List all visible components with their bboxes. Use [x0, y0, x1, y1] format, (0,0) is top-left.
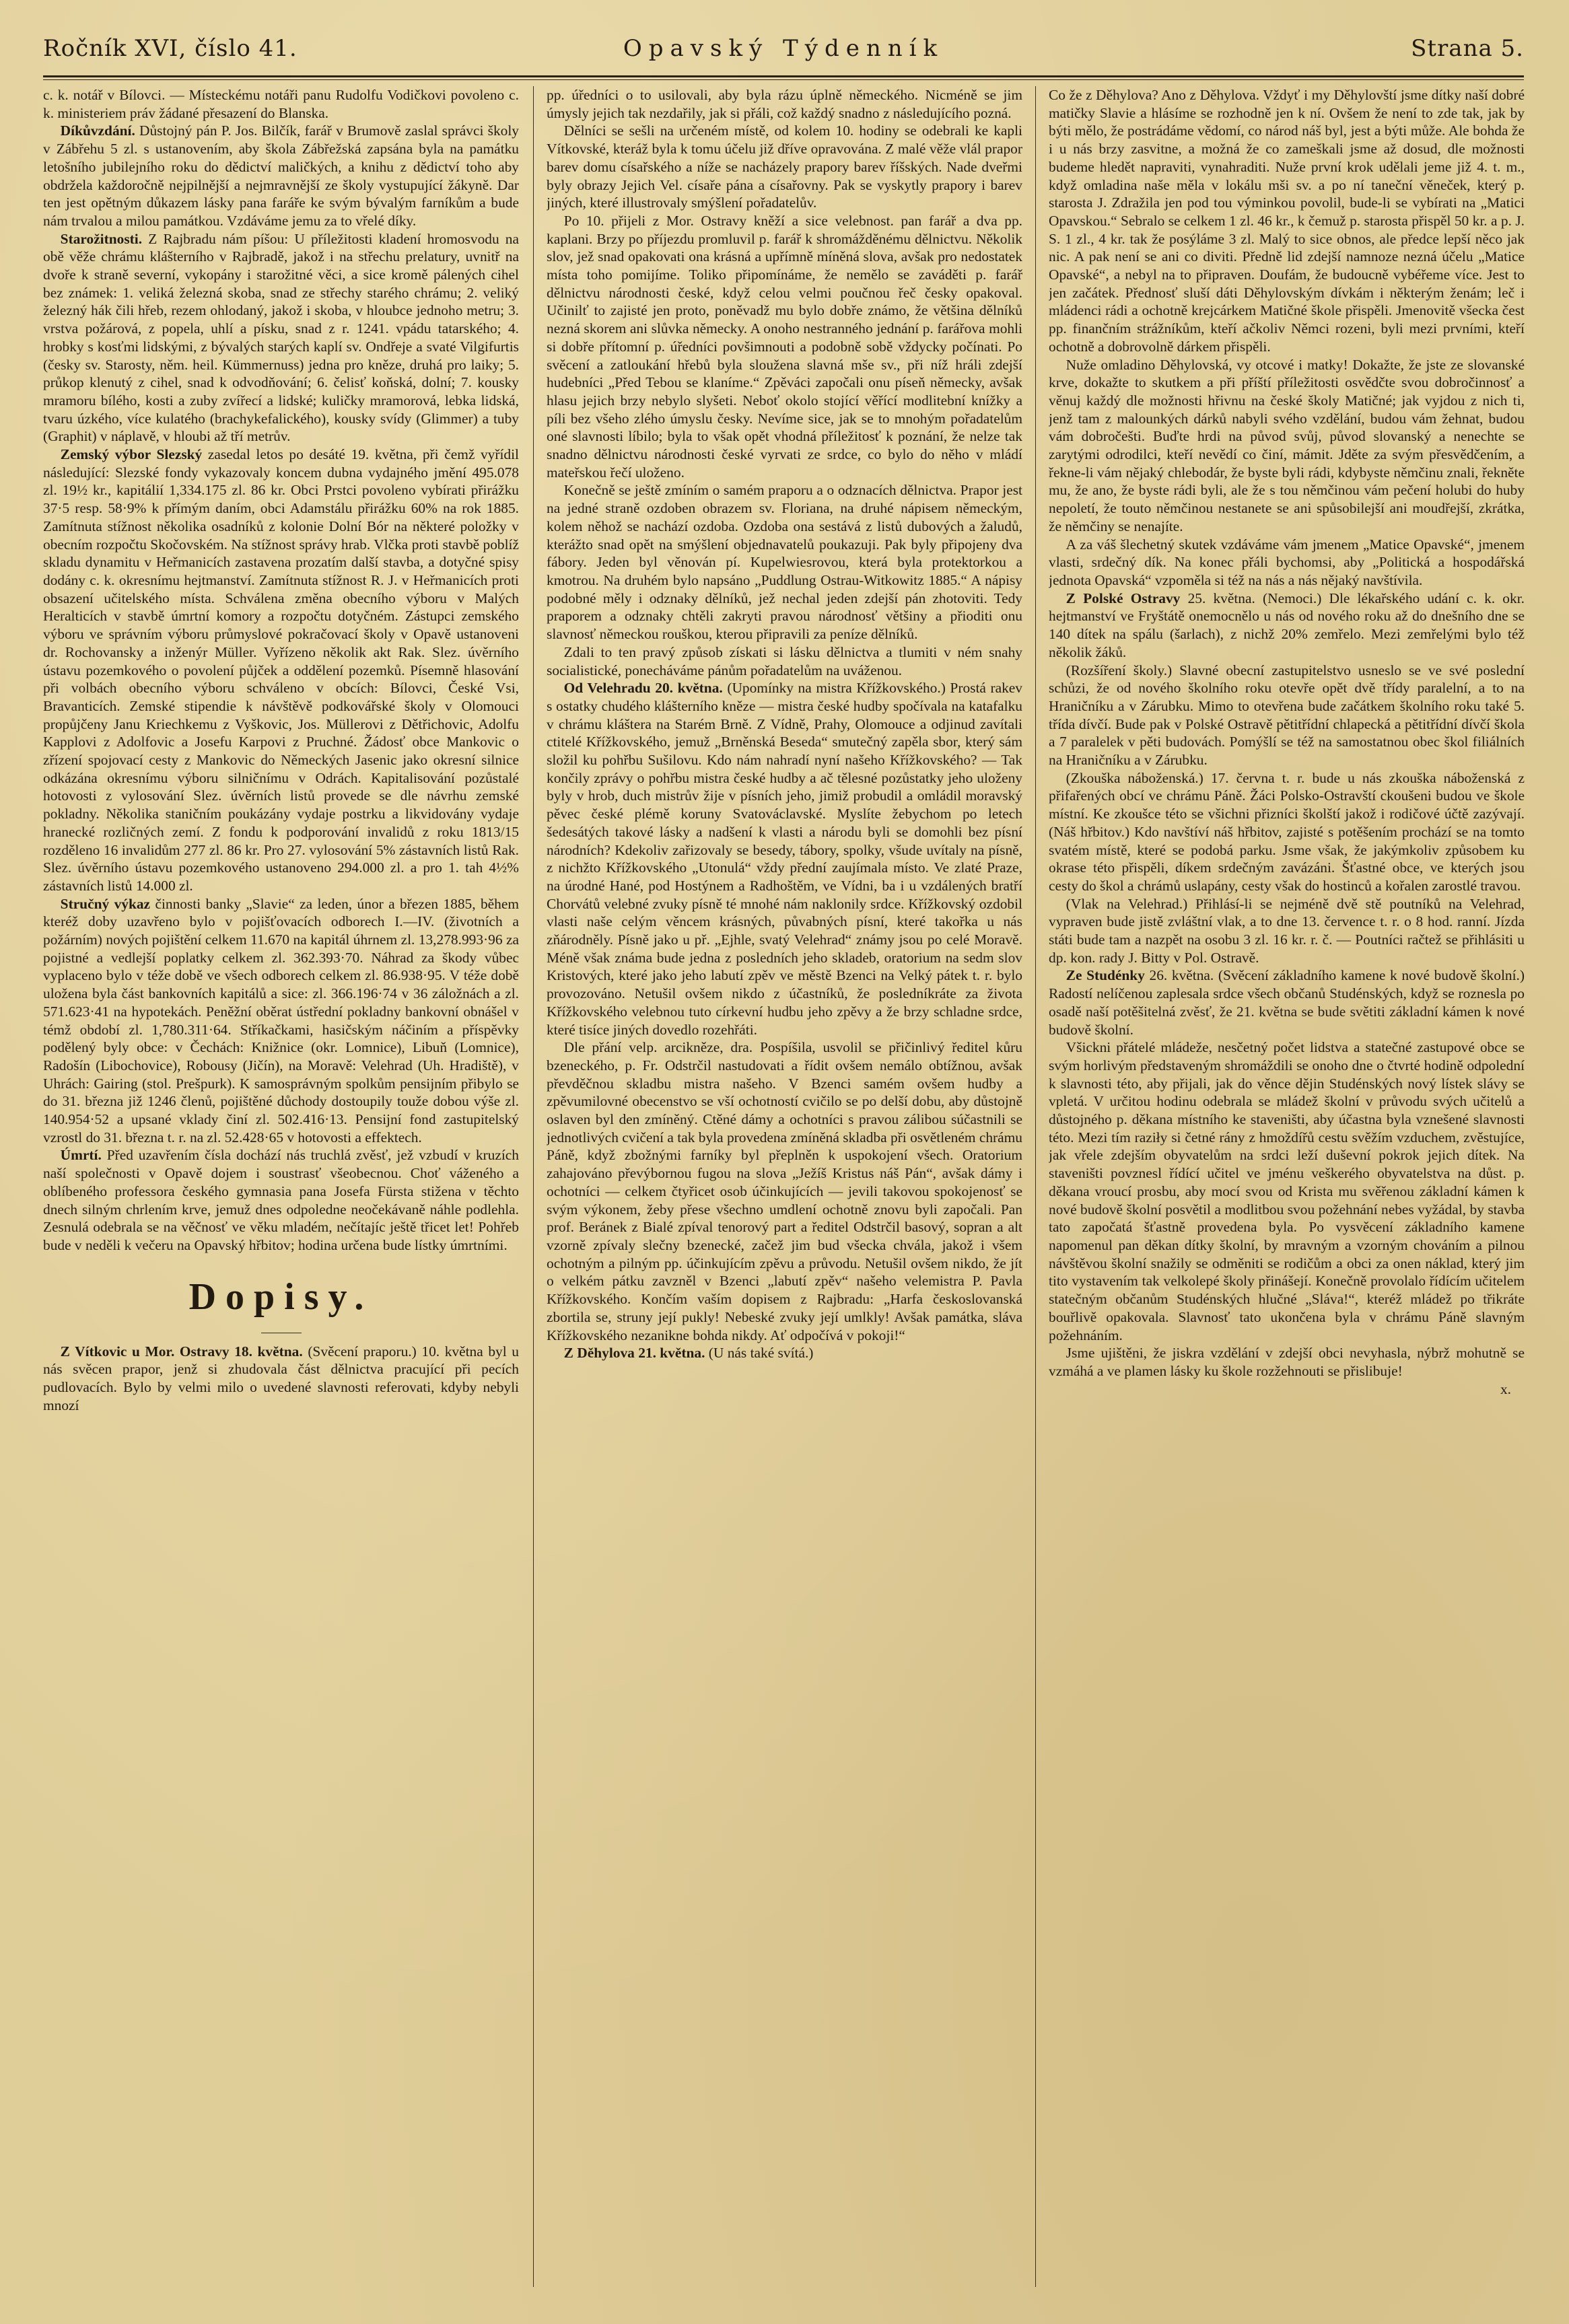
column-divider — [533, 86, 534, 2287]
article-paragraph — [43, 122, 519, 230]
article-paragraph — [1049, 536, 1525, 590]
article-signature: x. — [1500, 1380, 1511, 1397]
article-text: 25. května. (Nemoci.) Dle lékařského udání c. k. okr. hejtmanství ve Fryštátě onemocnělo u nás od nového roku až do dnešního dne se 140 dítek na spálu (šarlach), z nichž 20% zemřelo. Mezi zemřelými bylo též několik žáků. — [1049, 590, 1525, 660]
article-paragraph — [1049, 1038, 1525, 1344]
article-text: Důstojný pán P. Jos. Bilčík, farář v Brumově zaslal správci školy v Zábřehu 5 zl. s ustanovením, aby škola Zábřežská zapsána byla na památku letošního jubilejního roku do dědictví maličkých, a knihu z dědictví toho aby obdržela každoročně nejpilnější a nejmravnější ze školy vystupující žákyně. Dar ten jest opětným důkazem lásky pana faráře ke svým bývalým farníkům a bude nám trvalou a milou památkou. Vzdáváme jemu za to vřelé díky. — [43, 122, 519, 229]
article-paragraph — [547, 643, 1022, 679]
article-paragraph — [547, 1344, 1022, 1362]
article-heading: Ze Studénky — [1066, 967, 1145, 984]
article-text: Před uzavřením čísla dochází nás truchlá zvěsť, jež vzbudí v kruzích naší společnosti v Opavě dojem i soustrasť všeobecnou. Choť váženého a oblíbeného professora českého gymnasia pana Josefa Fürsta stižena v těchto dnech silným chrlením krve, jemuž dnes odpoledne neočekávaně náhle podlehla. Zesnulá odebrala se na věčnosť ve věku mladém, nečítajíc ještě třicet let! Pohřeb bude v neděli k večeru na Opavský hřbitov; hodina určena bude lístky úmrtními. — [43, 1147, 519, 1253]
article-text: Jsme ujištěni, že jiskra vzdělání v zdejší obci nevyhasla, nýbrž mohutně se vzmáhá a ve plamen lásky ku škole rozžehnouti se přislibuje! — [1049, 1345, 1525, 1379]
article-paragraph — [1049, 1344, 1525, 1380]
article-text: (Svěcení praporu.) 10. května byl u nás svěcen prapor, jenž si zhudovala část dělnictva pracující při pecích pudlovacích. Bylo by velmi milo o uvedené slavnosti referovati, kdyby nebyli mnozí — [43, 1343, 519, 1413]
article-paragraph — [547, 86, 1022, 122]
article-text: Všickni přátelé mládeže, nesčetný počet lidstva a statečné zastupové obce se svým horlivým představeným shromáždili se onoho dne o čtvrté hodině odpolední k slavnosti této, aby přijali, jak do věnce dějin Studénských nový lístek slávy se vpletá. V určitou hodinu odebrala se mládež školní v průvodu svých učitelů a důstojného p. děkana místního ke staveništi, aby účastna byla vznešené slavnosti této. Mezi tím raziły si četné rány z hmoždířů cestu svěžím vzduchem, zvěstujíce, jak vřele zdejším obyvatelům na srdci leží duševní pokrok jejich dítek. Na staveništi povznesl řídící učitel ve jménu veškerého obyvatelstva na důst. p. děkana vroucí prosbu, aby mocí svou od Krista mu svěřenou základní kámen k nové budově školní posvětil a modlitbou svou požehnání nebes vyžádal, by stavba tato započatá šťastně provedena byla. Po vysvěcení základního kamene napomenul pan děkan dítky školní, by mravným a vzorným chováním a pilnou návštěvou školní snažily se odměniti se rodičům a obci za onen náklad, který jim tito vystavením tak velkolepé školy přinášejí. Konečně provolalo řídícím učitelem statečným občanům Studénských hlučné „Sláva!“, kteréž mládež po třikráte bouřlivě opakovala. Slavnosť tato ukončena byla v chrámu Páně slavným požehnáním. — [1049, 1039, 1525, 1343]
article-paragraph — [43, 1343, 519, 1415]
article-paragraph — [43, 230, 519, 446]
article-paragraph — [1049, 662, 1525, 769]
article-text: A za váš šlechetný skutek vzdáváme vám jmenem „Matice Opavské“, jmenem vlasti, srdečný dík. Na konec přáli bychomsi, aby „Politická a hospodářská jednota Opavská“ vzpoměla si též na nás a nás nějaký navštívila. — [1049, 536, 1525, 588]
article-text: (Vlak na Velehrad.) Přihlásí-li se nejméně dvě stě poutníků na Velehrad, vypraven bude jistě zvláštní vlak, a to dne 13. července t. r. o 8 hod. ranní. Jízda státi bude tam a nazpět na osobu 3 zl. 16 kr. r. č. — Poutníci račtež se přihlásiti u dp. kon. rady J. Bitty v Pol. Ostravě. — [1049, 895, 1525, 966]
article-paragraph — [1049, 769, 1525, 895]
page-header — [43, 35, 1524, 75]
article-heading: Díkůvzdání. — [60, 122, 135, 139]
issue-label: Ročník XVI, číslo 41. — [43, 35, 298, 62]
article-paragraph — [1049, 966, 1525, 1038]
article-heading: Z Děhylova 21. května. — [563, 1345, 705, 1362]
article-text: (U nás také svítá.) — [708, 1345, 814, 1362]
article-text: Z Rajbradu nám píšou: U příležitosti kladení hromosvodu na obě věže chrámu klášterního v Rajbradě, jakož i na střechu prelatury, uvnitř na dvoře k straně severní, vykopány i starožitné věci, a sice kromě pálených cihel bez známek: 1. veliká železná skoba, snad ze střechy starého chrámu; 2. veliký železný hák čili hřeb, rezem ohlodaný, jakož i skoba, v hloubce jednoho metru; 3. vrstva požárová, z popela, uhlí a písku, snad z r. 1241. vpádu tatarského; 4. hrobky s kosťmi lidskými, z bývalých starých kaplí sv. Ondřeje a svaté Vilgifurtis (česky sv. Starosty, něm. heil. Kümmernuss) jedna pro kněze, druhá pro laiky; 5. průkop klenutý z cihel, snad k odvodňování; 6. čelisť koňská, dolní; 7. kousky mramoru bílého, kosti a zuby zvířecí a lidské; kuličky mramorová, lebka lidská, tvaru úzkého, více kulatého (brachykefalického), kousky svídy (Glimmer) a tuby (Graphit) v náplavě, v hloubi až tří metrův. — [43, 230, 519, 445]
newspaper-title: Opavský Týdenník — [623, 35, 944, 62]
article-text: Konečně se ještě zmíním o samém praporu a o odznacích dělnictva. Prapor jest na jedné straně ozdoben obrazem sv. Floriana, na druhé nápisem německým, kolem něhož se nachází ozdoba. Ozdoba ona sestává z listů dubových a žaludů, kterážto snad opět na smýšlení objednavatelů poukazuji. Pak byly připojeny dva fábory. Jeden byl věnován pí. Kupelwiesrovou, která byla protektorkou a kmotrou. Na druhém bylo napsáno „Puddlung Ostrau-Witkowitz 1885.“ A nápisy podobné měly i odznaky dělníků, jež nechal jeden zdejší pán zhotoviti. Tedy praporem a odznaky chtěli zakryti pravou národnosť většiny a přioditi onu slavnosť německou rouškou, kterou připravili za peníze dělníků. — [547, 482, 1022, 643]
article-paragraph — [1049, 895, 1525, 967]
article-paragraph — [547, 1038, 1022, 1344]
article-text: 26. května. (Svěcení základního kamene k nové budově školní.) Radostí nelíčenou zaplesala srdce všech občanů Studénských, když se roznesla po osadě naší potěšitelná zvěsť, že 21. května se bude světiti základní kámen k nové budově školní. — [1049, 967, 1525, 1038]
article-text: zasedal letos po desáté 19. května, při čemž vyřídil následující: Slezské fondy vykazovaly koncem dubna vydajného jmění 495.078 zl. 19½ kr., kapitálií 1,334.175 zl. 86 kr. Obci Prstci povoleno vybírati přirážku 37·5 resp. 58·9% k přímým daním, obci Adamstálu přirážku 60% na rok 1885. Zamítnuta stížnost několika osadníků z kolonie Dolní Bór na některé položky v obecním rozpočtu Skočovském. Na stížnost správy hrab. Vlčka proti stavbě poblíž skladu dynamitu v Heřmanicích zastavena prozatím další stavba, a dotyčné spisy dodány c. k. okresnímu hejtmanství. Zamítnuta stížnost R. J. v Heřmanicích proti obsazení učitelského místa. Schválena změna obecního výboru v Malých Heralticích v stavbě úmrtní komory a rozpočtu dotyčném. Zástupci zemského výboru ve správním výboru průmyslové pokračovací školy v Opavě ustanoveni dr. Rochovansky a inženýr Müller. Vyřízeno několik akt Rak. Slez. úvěrního ústavu pozemkového o povolení půjček a oddělení pozemků. Písemně hlasování při volbách obecního výboru schváleno v obcích: Bílovci, České Vsi, Bravanticích. Zemské stipendie k návštěvě podkovářské školy v Olomouci propůjčeny Janu Kriechkemu z Vyškovic, Jos. Müllerovi z Dětřichovic, Adolfu Kapplovi z Adolfovic a Josefu Karpovi z Pruchné. Žádosť obce Mankovic o zřízení spojovací cesty z Mankovic do Německých Jasenic jako okresní silnice odkázána okresnímu výboru silničnímu v Odrách. Kapitalisování pozůstalé hotovosti z vylosování Slez. úvěrních listů provede se dle návrhu zemské pokladny. Několika staničním poukázány vydaje postrku a likvidovány vydaje hranecké rozličných zemí. Z fondu k podporování invalidů z roku 1813/15 rozděleno 16 invalidům 277 zl. 86 kr. Pro 27. vylosování 5% zástavních listů Rak. Slez. úvěrního ústavu pozemkového ustanoveno 294.000 zl. a pro 1. tah 4½% zástavních listů 14.000 zl. — [43, 446, 519, 894]
article-text: Zdali to ten pravý způsob získati si lásku dělnictva a tlumiti v ném snahy socialistické, ponecháváme pánům pořadatelům na uváženou. — [547, 643, 1022, 678]
header-rule — [43, 75, 1524, 80]
article-text: (Rozšíření školy.) Slavné obecní zastupitelstvo usneslo se ve své poslední schůzi, že od nového školního roku otevře opět dvě třídy paralelní, a to na Hraničníku a v Zárubku. Mimo to otevřena bude začátkem školního roku také 5. třída dívčí. Bude pak v Polské Ostravě pětitřídní chlapecká a pětitřídní dívčí škola a 7 paralelek v pěti budovách. Pomýšlí se též na samostatnou obec škol filiálních na Hraničníku a v Zárubku. — [1049, 662, 1525, 769]
article-paragraph — [547, 481, 1022, 643]
article-text: (Zkouška náboženská.) 17. června t. r. bude u nás zkouška náboženská z přifařených obcí ve chrámu Páně. Žáci Polsko-Ostravští ckoušeni budou ve škole místní. Ke zkoušce této se všichni přizníci školští jakož i rodičové účtě zazývají. (Náš hřbitov.) Kdo navštíví náš hřbitov, zajisté s potěšením prochází se na tomto svatém místě, které se podobá parku. Jsme však, že jakýmkoliv způsobem ku okrase této přispěli, díkem srdečným zavázáni. Šťastné obce, ve kterých jsou cesty do škol a chrámů uslapány, cesty však do hostinců a kořalen zarostlé travou. — [1049, 769, 1525, 894]
article-text: Nuže omladino Děhylovská, vy otcové i matky! Dokažte, že jste ze slovanské krve, dokažte to skutkem a při příští příležitosti osvědčte svou dobročinnosť a věnuj každý dle možnosti hřivnu na české školy Matičné; jak vyjdou z nich ti, jenž tam z malounkých dárků nabyli svého vzdělání, budou vám žehnat, budou vám dobročešti. Buďte hrdi na původ svůj, původ slovanský a nenechte se zarytými odrodilci, kteří nevědí co činí, mámit. Jděte za svým přesvědčením, a řekne-li vám nějaký chlebodár, že byste byli rádi, kdybyste němčinu znali, řekněte mu, že ano, že byste rádi byli, ale že s tou němčinou vám pečení holubi do huby nepoletí, že touto němčinou nestanete se ani spůsobilejší ani moudřejší, zkrátka, že němčiny se nenajíte. — [1049, 356, 1525, 534]
article-paragraph — [1049, 86, 1525, 356]
article-text: Dle přání velp. arcikněze, dra. Pospíšila, usvolil se přičinlivý ředitel kůru bzeneckého, p. Fr. Odstrčil nastudovati a řídit ovšem nemálo obtížnou, avšak převděčnou skladbu mistra našeho. V Bzenci samém ovšem hudby a zpěvumilovné obecenstvo se vší ochotností cvičilo se po delší dobu, aby důstojně oslaven byl den zmíněný. Ctěné dámy a ochotníci s pravou zálibou súčastnili se jednotlivých cvičení a tak byla provedena zmíněná skladba při osvětleném chrámu Páně, když zbožnými farníky byl přeplněn k uspokojení všech. Oratorium zahajováno převýbornou fugou na slova „Ježíš Kristus náš Pán“, avšak dámy i ochotníci — celkem čtyřicet osob účinkujících — jevili takovou spokojenosť se svým výkonem, žeby přese všechno umdlení ochotně znovu byli započali. Pan prof. Beránek z Bialé zpíval tenorový part a ředitel Odstrčil basový, sopran a alt vzorně zpívaly slečny bzenecké, začež jim bud všecka chvála, jakož i všem ochotným a pilným pp. účinkujícím zpěvu a průvodu. Netušil ovšem nikdo, že jít o velkém pátku zavzněl v Bzenci „labutí zpěv“ našeho velemistra P. Pavla Křížkovského. Končím vaším dopisem z Rajbradu: „Harfa českoslovanská zbortila se, struny její pukly! Nebeské zvuky její umlkly! Avšak památka, sláva Křížkovského nezanikne bohda nikdy. Ať odpočívá v pokoji!“ — [547, 1039, 1022, 1343]
article-heading: Od Velehradu 20. května. — [563, 680, 723, 697]
article-text: pp. úředníci o to usilovali, aby byla rázu úplně německého. Nicméně se jim úmysly jejich tak nezdařily, jak si přáli, což každý snadno z následujícího pozná. — [547, 87, 1022, 121]
column-divider — [1035, 86, 1036, 2287]
article-paragraph — [1049, 590, 1525, 662]
article-heading: Zemský výbor Slezský — [60, 446, 203, 463]
article-text: Co že z Děhylova? Ano z Děhylova. Vždyť i my Děhylovští jsme dítky naší dobré matičky Slavie a hlásíme se rozhodně jen k ní. Ovšem že není to zde tak, jak by býti mělo, že postrádáme vědomí, co národ náš byl, jest a býti může. Ale bohda že i u nás brzy zasvitne, a možná že co zameškali jsme až dosud, dle možnosti budeme hledět napraviti, vynahraditi. Nuže první krok udělali jeme již 4. t. m., když omladina naše měla v lokálu mši sv. a po ní taneční věneček, který p. starosta J. Zdražila jen pod tou výminkou povolil, bude-li se vybírati na „Matici Opavskou.“ Sebralo se celkem 1 zl. 46 kr., k čemuž p. starosta přispěl 50 kr. a p. J. S. 1 zl., 4 kr. tak že posýláme 3 zl. Malý to sice obnos, ale předce lepší něco jak nic. A pak není se ani co diviti. Předně lid zdejší namnoze nezná účelu „Matice Opavské“, a nebyl na to připraven. Doufám, že budoucně vybéřeme více. Jest to jen začátek. Přednosť sluší dáti Děhylovským dívkám i některým ženám; leč i mládenci rádi a ochotně krejcárkem Matičné škole přispěli. Jmenovitě všecka čest pp. finančním strážníkům, kteří ačkoliv Němci rozeni, byli mezi prvními, kteří ochotně a dobrovolně dárkem přispěli. — [1049, 87, 1525, 355]
article-heading: Úmrtí. — [60, 1147, 102, 1164]
article-text: (Upomínky na mistra Křížkovského.) Prostá rakev s ostatky chudého klášterního kněze — mistra české hudby spočívala na katafalku v chrámu kláštera na Starém Brně. Z Vídně, Prahy, Olomouce a odjinud zavítali ctitelé Křížkovského, jemuž „Brněnská Beseda“ smutečný zapěla sbor, který sám složil ku pohřbu Sušilovu. Kdo nám nahradí nyní našeho Křížkovského? — Tak končily zprávy o pohřbu mistra české hudby a ač tělesné pozůstatky jeho uloženy byly v hrob, duch mistrův žije v písních jeho, jimiž probudil a omládil moravský pěvec české plémě koruny Svatováclavské. Myslíte žebychom po letech šedesátých takové lásky a nadšení k vlasti a národu byli se domohli bez písní národních? Kdekoliv zařizovaly se besedy, tábory, spolky, všude uvítaly na písně, z nichžto Křížkovského „Utonulá“ vždy přední zaujímala místo. Ve zlaté Praze, na úrodné Hané, pod Hostýnem a Radhoštěm, ve Vídni, ba i u vzdálených bratří Chorvátů velebné zvuky písně té mnohé nám naklonily srdce. Křížkovský ozdobil vlasti naše celým věncem krásných, půvabných písní, které takořka u nás zňárodněly. Písně jako u př. „Ejhle, svatý Velehrad“ známy jsou po celé Moravě. Méně však známa bude jedna z posledních jeho skladeb, oratorium na sedm slov Kristových, které jako jeho labutí zpěv ve městě Bzenci na Velký pátek t. r. bylo provozováno. Netušil ovšem nikdo z účastníků, že posledníkráte za života Křížkovského velebnou tuto církevní hudbu jeho zpěvy a že brzy schladne srdce, které tisíce jiných dovedlo rozehřáti. — [547, 680, 1022, 1038]
article-heading: Stručný výkaz — [60, 895, 151, 912]
article-paragraph — [547, 679, 1022, 1038]
article-paragraph — [43, 1146, 519, 1254]
article-paragraph — [547, 122, 1022, 212]
column-2 — [547, 86, 1022, 2300]
article-paragraph — [43, 446, 519, 895]
column-1 — [43, 86, 519, 2300]
page-number: Strana 5. — [1411, 35, 1524, 62]
article-text: Dělníci se sešli na určeném místě, od kolem 10. hodiny se odebrali ke kapli Vítkovské, kteráž byla k tomu účelu již dříve opravována. Z malé věže vlál prapor barev domu císařského a níže se nacházely prapory barev říšských. Nade dveřmi byly obrazy Jejich Vel. císaře pána a císařovny. Pak se vyskytly prapory i barev jiných, které illustrovaly smýšlení pořadatelův. — [547, 122, 1022, 211]
article-text: c. k. notář v Bílovci. — Místeckému notáři panu Rudolfu Vodičkovi povoleno c. k. ministeriem práv žádané přesazení do Blanska. — [43, 87, 519, 121]
article-paragraph — [43, 895, 519, 1147]
article-heading: Z Polské Ostravy — [1066, 590, 1181, 606]
article-paragraph — [1049, 356, 1525, 536]
article-paragraph — [43, 86, 519, 122]
column-3 — [1049, 86, 1525, 2300]
article-text: činnosti banky „Slavie“ za leden, únor a březen 1885, během kteréž doby uzavřeno bylo v pojišťovacích odborech I.—IV. (životních a požárním) nových pojištění celkem 11.670 na kapitál úhrnem zl. 13,278.993·96 za pojistné a vedlejší poplatky celkem zl. 362.393·70. Náhrad za škody vůbec vyplaceno bylo v téže době ve všech odborech celkem zl. 86.938·95. V téže době uložena byla část bankovních kapitálů a sice: zl. 366.196·74 v 36 záložnách a zl. 571.623·41 na hypotekách. Peněžní oběrat ústřední pokladny bankovní obnášel v témž období zl. 1,780.311·64. Stříkačkami, hasičským náčiním a příspěvky podělený byly obce: v Čechách: Knižnice (okr. Lomnice), Libuň (Lomnice), Radošín (Libochovice), Robousy (Jičín), na Moravě: Velehrad (Uh. Hradiště), v Uhrách: Gairing (stol. Prešpurk). K samosprávným spolkům pensijním přibylo se do 31. března již 1246 členů, pojištěné důchody dostoupily touže dobou výše zl. 140.954·52 a upsané vklady činí zl. 502.416·13. Pensijní fond zastupitelský vzrostl do 31. března t. r. na zl. 52.428·65 v hotovosti a effektech. — [43, 895, 519, 1146]
article-heading: Starožitnosti. — [60, 230, 143, 247]
article-paragraph — [547, 212, 1022, 482]
article-heading: Z Vítkovic u Mor. Ostravy 18. května. — [60, 1343, 303, 1360]
article-text: Po 10. přijeli z Mor. Ostravy kněží a sice velebnost. pan farář a dva pp. kaplani. Brzy po příjezdu promluvil p. farář k shromážděnému dělnictvu. Několik slov, jež snad opakovati ona krásná a upřímně míněná slova, avšak pro nedostatek místa toho pomijíme. Toliko připomínáme, že nemělo se zaváděti p. farář dělnictvu národnosti české, když celou velmi poučnou řeč česky opakoval. Učinilť to zajisté jen proto, poněvadž mu bylo dobře známo, že většina dělníků nezná skorem ani slůvka německy. A onoho nestranného jednání p. farářova mohli si dobře přítomní p. úředníci povšimnouti a podobně sobě vždycky počínati. Po svěcení a zatloukání hřebů byla sloužena slavná mše sv., při níž hráli zdejší hudebníci „Před Tebou se klaníme.“ Zpěváci započali onu píseň německy, avšak hlasu jejich brzy nebylo slyšeti. Neboť okolo stojící věřící modlitební knížky a píli bez všeho zlého úmyslu česky. Nevíme sice, jak se to mnohým pořadatelům oné slavnosti líbilo; byla to však opět vhodná příležitosť k poznání, že nelze tak snadno dělnictvu národnosti české vyrvati ze srdce, co bylo do něho v mládí mateřskou řečí uloženo. — [547, 212, 1022, 481]
section-heading-dopisy: Dopisy. — [188, 1275, 374, 1318]
